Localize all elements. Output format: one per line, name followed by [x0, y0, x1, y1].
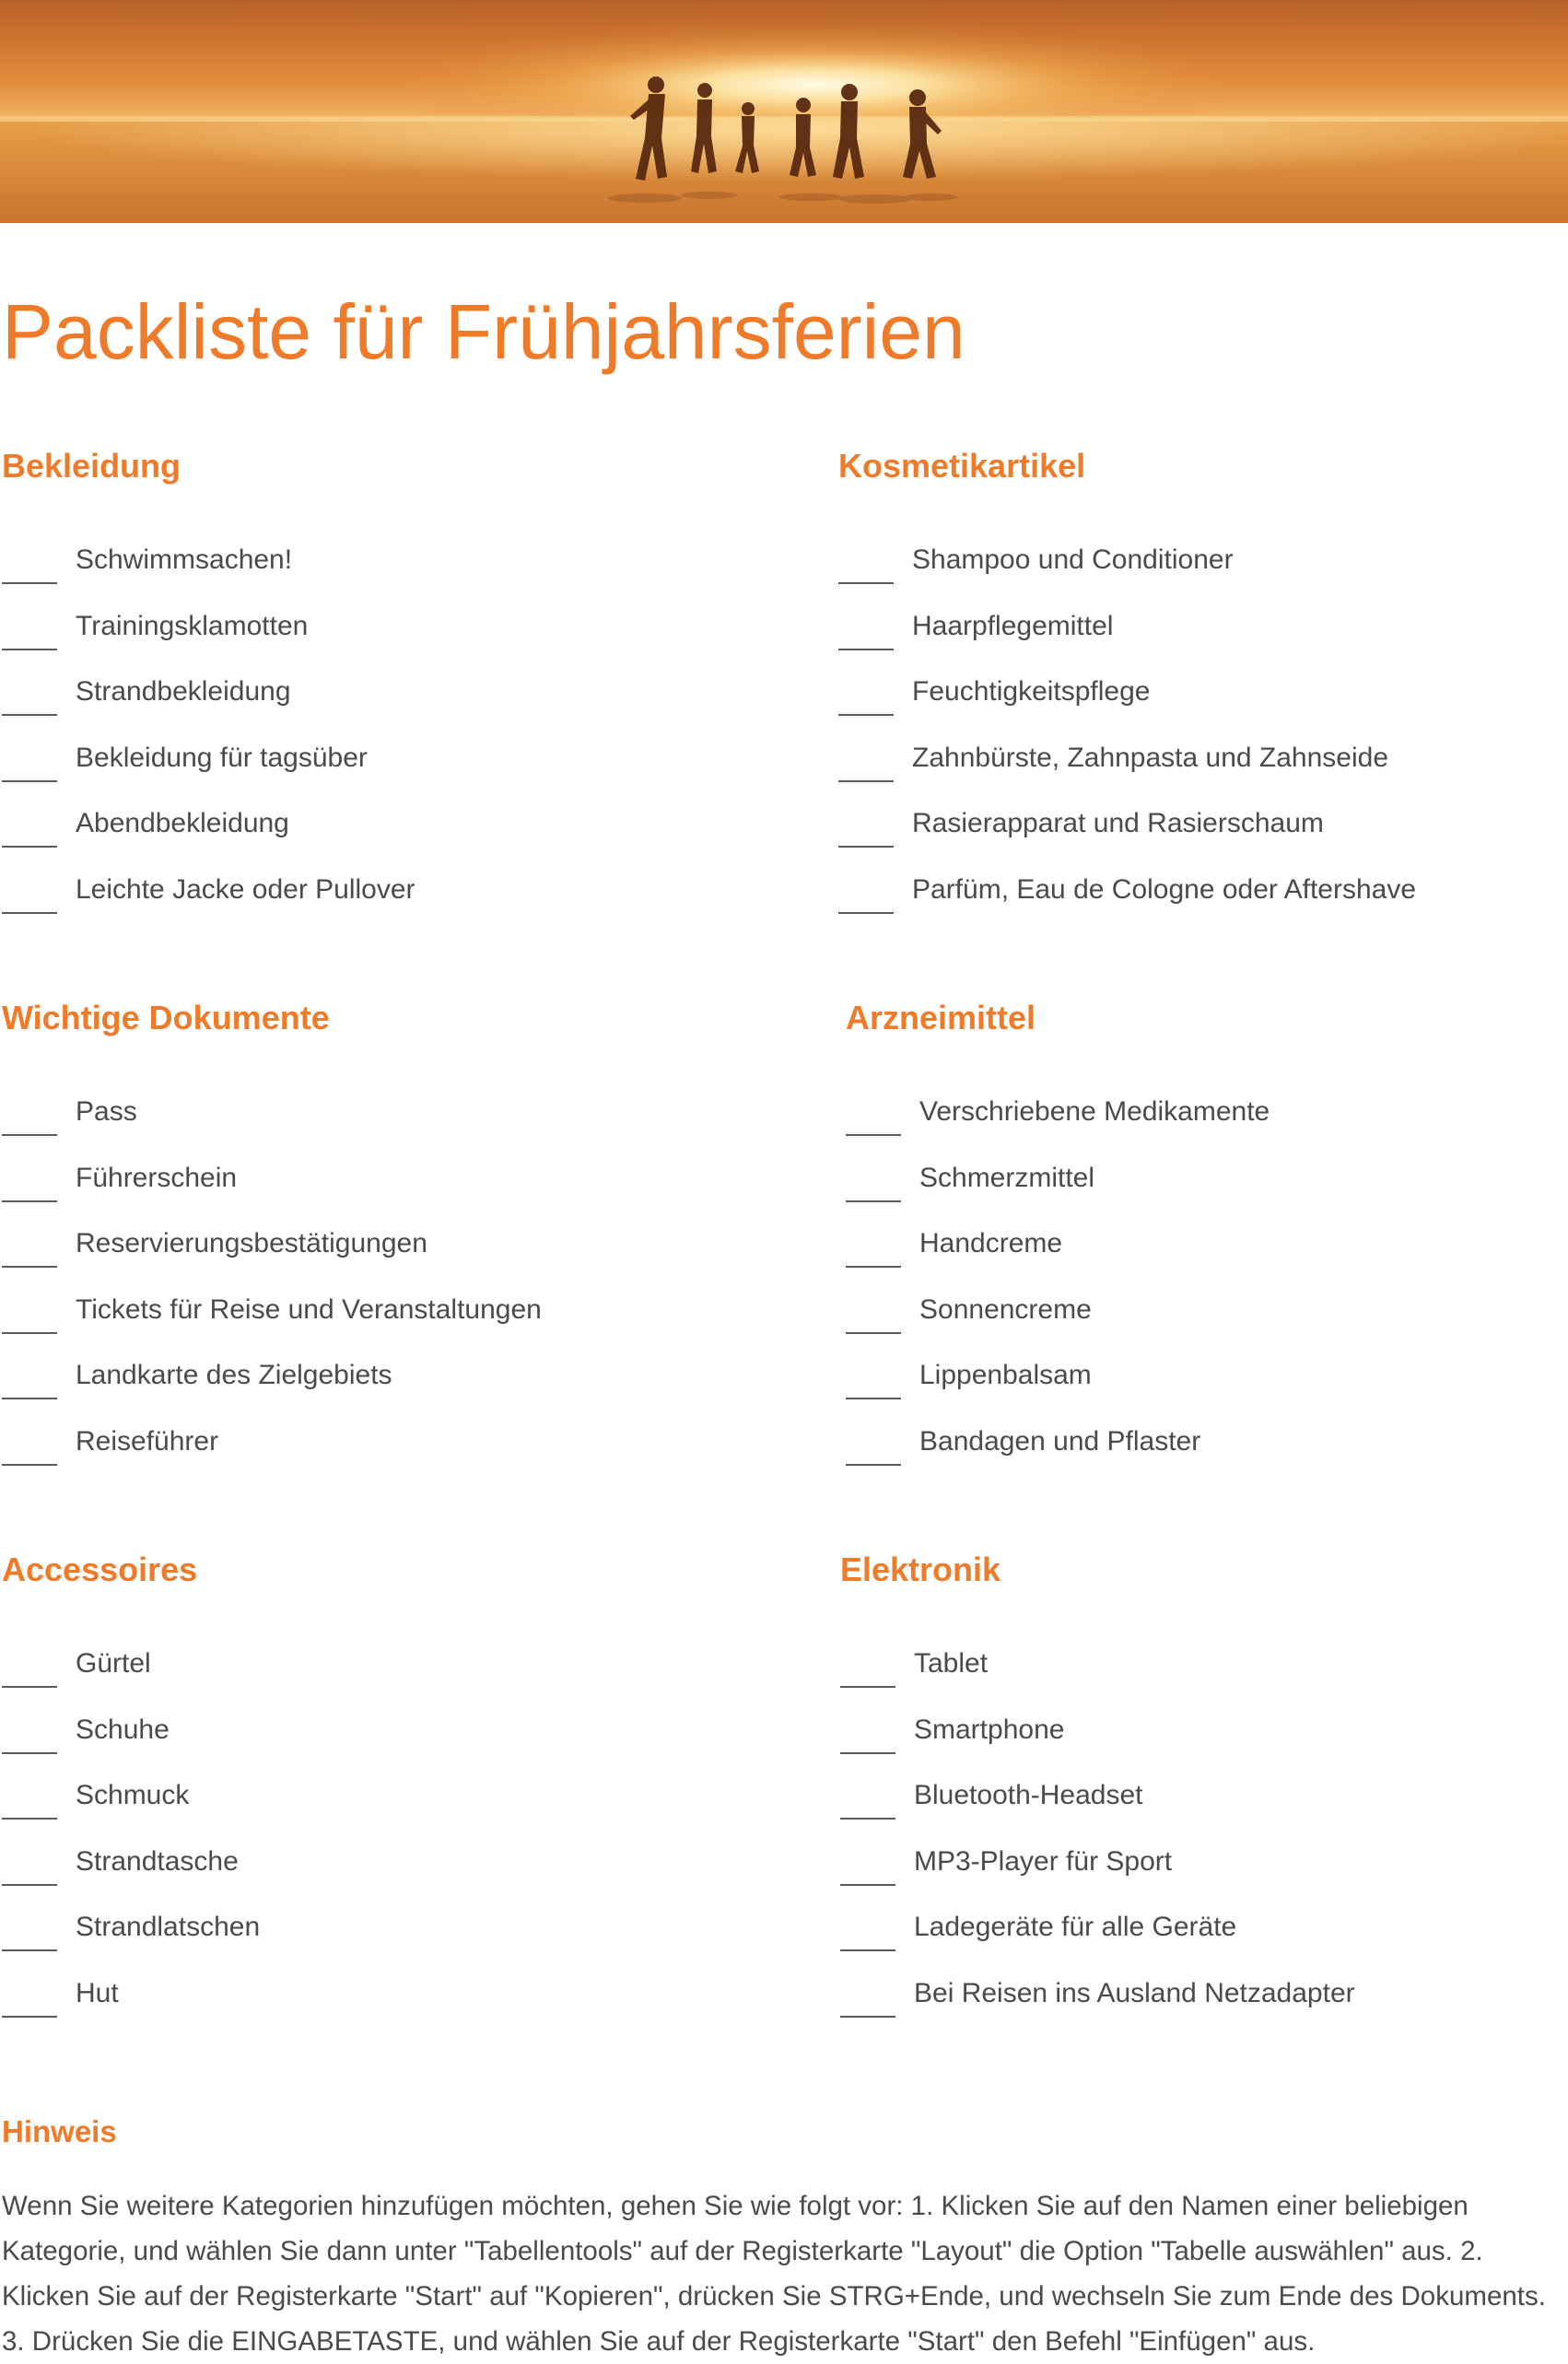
check-line[interactable] — [840, 1818, 895, 1820]
check-line[interactable] — [838, 714, 894, 716]
check-line[interactable] — [838, 846, 894, 848]
list-item — [838, 542, 1568, 608]
check-line[interactable] — [838, 780, 894, 782]
list-item — [2, 1160, 739, 1226]
header-banner-image — [0, 0, 1568, 223]
check-line[interactable] — [2, 582, 57, 584]
page-title: Packliste für Frühjahrsferien — [2, 288, 965, 375]
check-line[interactable] — [2, 1134, 57, 1136]
item-label: Feuchtigkeitspflege — [912, 676, 1151, 707]
list-item — [2, 1357, 739, 1423]
check-line[interactable] — [840, 1752, 895, 1754]
item-label: Pass — [76, 1096, 137, 1127]
check-line[interactable] — [2, 2016, 57, 2018]
check-line[interactable] — [2, 1686, 57, 1688]
checklist — [2, 1645, 739, 2041]
checklist — [846, 1094, 1568, 1489]
item-label: Zahnbürste, Zahnpasta und Zahnseide — [912, 742, 1389, 773]
item-label: Bandagen und Pflaster — [919, 1425, 1201, 1457]
item-label: Schmerzmittel — [919, 1162, 1095, 1193]
section-heading: Bekleidung — [2, 447, 181, 485]
item-label: Schwimmsachen! — [76, 544, 293, 575]
check-line[interactable] — [2, 1464, 57, 1466]
item-label: Hut — [76, 1977, 119, 2008]
list-item — [838, 673, 1568, 740]
list-item — [2, 1645, 739, 1712]
list-item — [840, 1843, 1568, 1910]
item-label: Schuhe — [76, 1714, 170, 1745]
item-label: Bluetooth-Headset — [914, 1780, 1143, 1810]
item-label: Strandlatschen — [76, 1912, 261, 1942]
section-wichtige-dokumente — [2, 999, 739, 1457]
check-line[interactable] — [2, 780, 57, 782]
check-line[interactable] — [2, 1752, 57, 1754]
list-item — [2, 608, 739, 674]
list-item — [846, 1160, 1568, 1226]
check-line[interactable] — [2, 1398, 57, 1399]
list-item — [838, 608, 1568, 674]
check-line[interactable] — [2, 1884, 57, 1886]
list-item — [2, 1777, 739, 1843]
check-line[interactable] — [2, 714, 57, 716]
list-item — [840, 1777, 1568, 1843]
section-heading: Wichtige Dokumente — [2, 999, 330, 1036]
check-line[interactable] — [846, 1398, 901, 1399]
item-label: Bei Reisen ins Ausland Netzadapter — [914, 1977, 1355, 2008]
check-line[interactable] — [840, 2016, 895, 2018]
item-label: Strandtasche — [76, 1845, 239, 1877]
list-item — [838, 872, 1568, 938]
section-bekleidung — [2, 447, 739, 905]
list-item — [846, 1225, 1568, 1292]
section-kosmetikartikel — [838, 447, 1568, 905]
check-line[interactable] — [2, 649, 57, 650]
check-line[interactable] — [846, 1200, 901, 1202]
list-item — [2, 1712, 739, 1778]
section-elektronik — [840, 1551, 1568, 2008]
list-item — [2, 1292, 739, 1358]
item-label: Abendbekleidung — [76, 808, 289, 838]
item-label: Landkarte des Zielgebiets — [76, 1360, 392, 1390]
item-label: Leichte Jacke oder Pullover — [76, 873, 415, 905]
list-item — [2, 1094, 739, 1160]
check-line[interactable] — [846, 1332, 901, 1334]
list-item — [2, 1909, 739, 1975]
section-arzneimittel — [846, 999, 1568, 1457]
list-item — [846, 1423, 1568, 1490]
check-line[interactable] — [2, 912, 57, 914]
item-label: Haarpflegemittel — [912, 610, 1114, 641]
item-label: Rasierapparat und Rasierschaum — [912, 808, 1324, 838]
item-label: Sonnencreme — [919, 1293, 1092, 1325]
list-item — [2, 740, 739, 806]
list-item — [838, 740, 1568, 806]
check-line[interactable] — [840, 1884, 895, 1886]
item-label: Bekleidung für tagsüber — [76, 742, 368, 773]
item-label: Reservierungsbestätigungen — [76, 1228, 427, 1258]
item-label: Tickets für Reise und Veranstaltungen — [76, 1293, 542, 1325]
list-item — [2, 872, 739, 938]
list-item — [2, 1975, 739, 2042]
item-label: Schmuck — [76, 1780, 190, 1810]
item-label: Tablet — [914, 1648, 989, 1679]
check-line[interactable] — [840, 1949, 895, 1951]
check-line[interactable] — [2, 1200, 57, 1202]
checklist — [840, 1645, 1568, 2041]
item-label: Verschriebene Medikamente — [919, 1096, 1270, 1127]
section-accessoires — [2, 1551, 739, 2008]
checklist — [2, 1094, 739, 1489]
check-line[interactable] — [838, 582, 894, 584]
section-heading: Elektronik — [840, 1551, 1001, 1588]
list-item — [846, 1094, 1568, 1160]
list-item — [846, 1292, 1568, 1358]
list-item — [838, 805, 1568, 872]
list-item — [2, 1225, 739, 1292]
check-line[interactable] — [2, 1332, 57, 1334]
check-line[interactable] — [2, 1818, 57, 1820]
hint-text: Wenn Sie weitere Kategorien hinzufügen möchten, gehen Sie wie folgt vor: 1. Klicken Sie auf den Namen einer beliebigen Kategorie, und wählen Sie dann unter "Tabellentools" auf der Registerkarte "Layout" die Option "Tabelle auswählen" aus. 2. Klicken Sie auf der Registerkarte "Start" auf "Kopieren", drücken Sie STRG+Ende, und wechseln Sie zum Ende des Dokuments. 3. Drücken Sie die EINGABETASTE, und wählen Sie auf der Registerkarte "Start" den Befehl "Einfügen" aus. — [2, 2191, 1546, 2357]
section-heading: Accessoires — [2, 1551, 198, 1588]
item-label: Führerschein — [76, 1162, 238, 1193]
list-item — [2, 542, 739, 608]
check-line[interactable] — [2, 1266, 57, 1268]
list-item — [846, 1357, 1568, 1423]
checklist — [2, 542, 739, 937]
list-item — [840, 1645, 1568, 1712]
check-line[interactable] — [846, 1134, 901, 1136]
check-line[interactable] — [838, 912, 894, 914]
section-heading: Kosmetikartikel — [838, 447, 1086, 485]
item-label: Parfüm, Eau de Cologne oder Aftershave — [912, 873, 1417, 905]
item-label: Gürtel — [76, 1648, 151, 1679]
item-label: Shampoo und Conditioner — [912, 544, 1234, 575]
list-item — [2, 805, 739, 872]
list-item — [840, 1909, 1568, 1975]
item-label: Lippenbalsam — [919, 1360, 1092, 1390]
list-item — [840, 1712, 1568, 1778]
check-line[interactable] — [846, 1464, 901, 1466]
section-heading: Arzneimittel — [846, 999, 1036, 1036]
item-label: Strandbekleidung — [76, 676, 291, 707]
item-label: Trainingsklamotten — [76, 610, 309, 641]
check-line[interactable] — [2, 1949, 57, 1951]
item-label: Handcreme — [919, 1228, 1063, 1258]
item-label: Smartphone — [914, 1714, 1065, 1745]
check-line[interactable] — [846, 1266, 901, 1268]
list-item — [2, 673, 739, 740]
check-line[interactable] — [2, 846, 57, 848]
item-label: MP3-Player für Sport — [914, 1845, 1173, 1877]
item-label: Ladegeräte für alle Geräte — [914, 1912, 1237, 1942]
list-item — [2, 1843, 739, 1910]
list-item — [2, 1423, 739, 1490]
list-item — [840, 1975, 1568, 2042]
check-line[interactable] — [838, 649, 894, 650]
item-label: Reiseführer — [76, 1425, 219, 1457]
hint-heading: Hinweis — [2, 2114, 117, 2148]
check-line[interactable] — [840, 1686, 895, 1688]
checklist — [838, 542, 1568, 937]
